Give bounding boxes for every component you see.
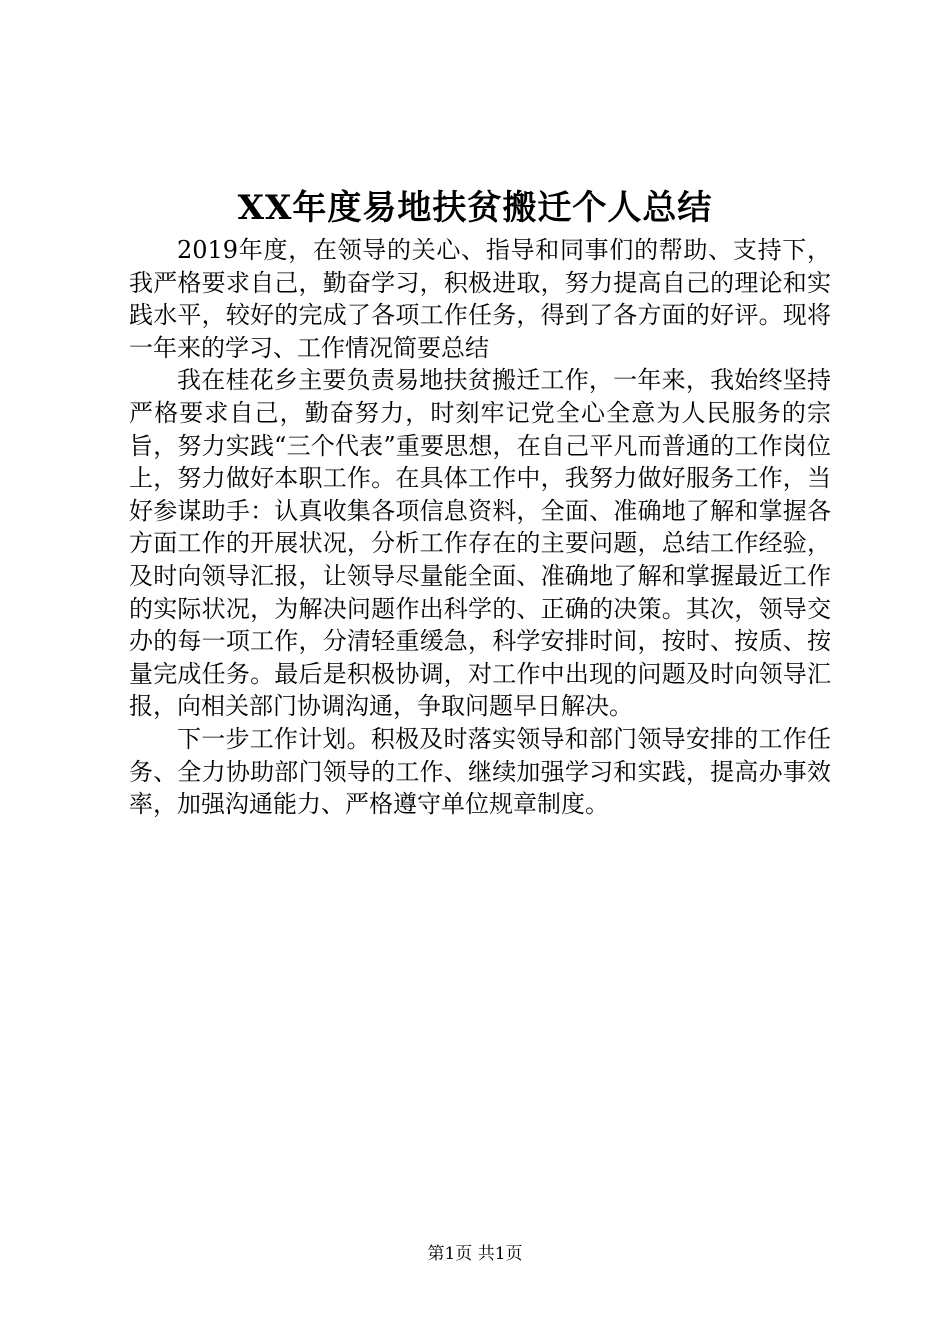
paragraph-2: 我在桂花乡主要负责易地扶贫搬迁工作，一年来，我始终坚持严格要求自己，勤奋努力，时刻牢记党全心全意为人民服务的宗旨，努力实践“三个代表”重要思想，在自己平凡而普通的工作岗位上，努力做好本职工作。在具体工作中，我努力做好服务工作，当好参谋助手：认真收集各项信息资料，全面、准确地了解和掌握各方面工作的开展状况，分析工作存在的主要问题，总结工作经验，及时向领导汇报，让领导尽量能全面、准确地了解和掌握最近工作的实际状况，为解决问题作出科学的、正确的决策。其次，领导交办的每一项工作，分清轻重缓急，科学安排时间，按时、按质、按量完成任务。最后是积极协调，对工作中出现的问题及时向领导汇报，向相关部门协调沟通，争取问题早日解决。 xyxy=(129,366,831,721)
document-body xyxy=(129,234,831,821)
paragraph-1: 2019年度，在领导的关心、指导和同事们的帮助、支持下，我严格要求自己，勤奋学习，积极进取，努力提高自己的理论和实践水平，较好的完成了各项工作任务，得到了各方面的好评。现将一年来的学习、工作情况简要总结 xyxy=(129,236,831,362)
document-title: XX年度易地扶贫搬迁个人总结 xyxy=(237,188,713,228)
page-footer: 第1页 共1页 xyxy=(427,1244,523,1264)
paragraph-3: 下一步工作计划。积极及时落实领导和部门领导安排的工作任务、全力协助部门领导的工作、继续加强学习和实践，提高办事效率，加强沟通能力、严格遵守单位规章制度。 xyxy=(129,724,831,819)
